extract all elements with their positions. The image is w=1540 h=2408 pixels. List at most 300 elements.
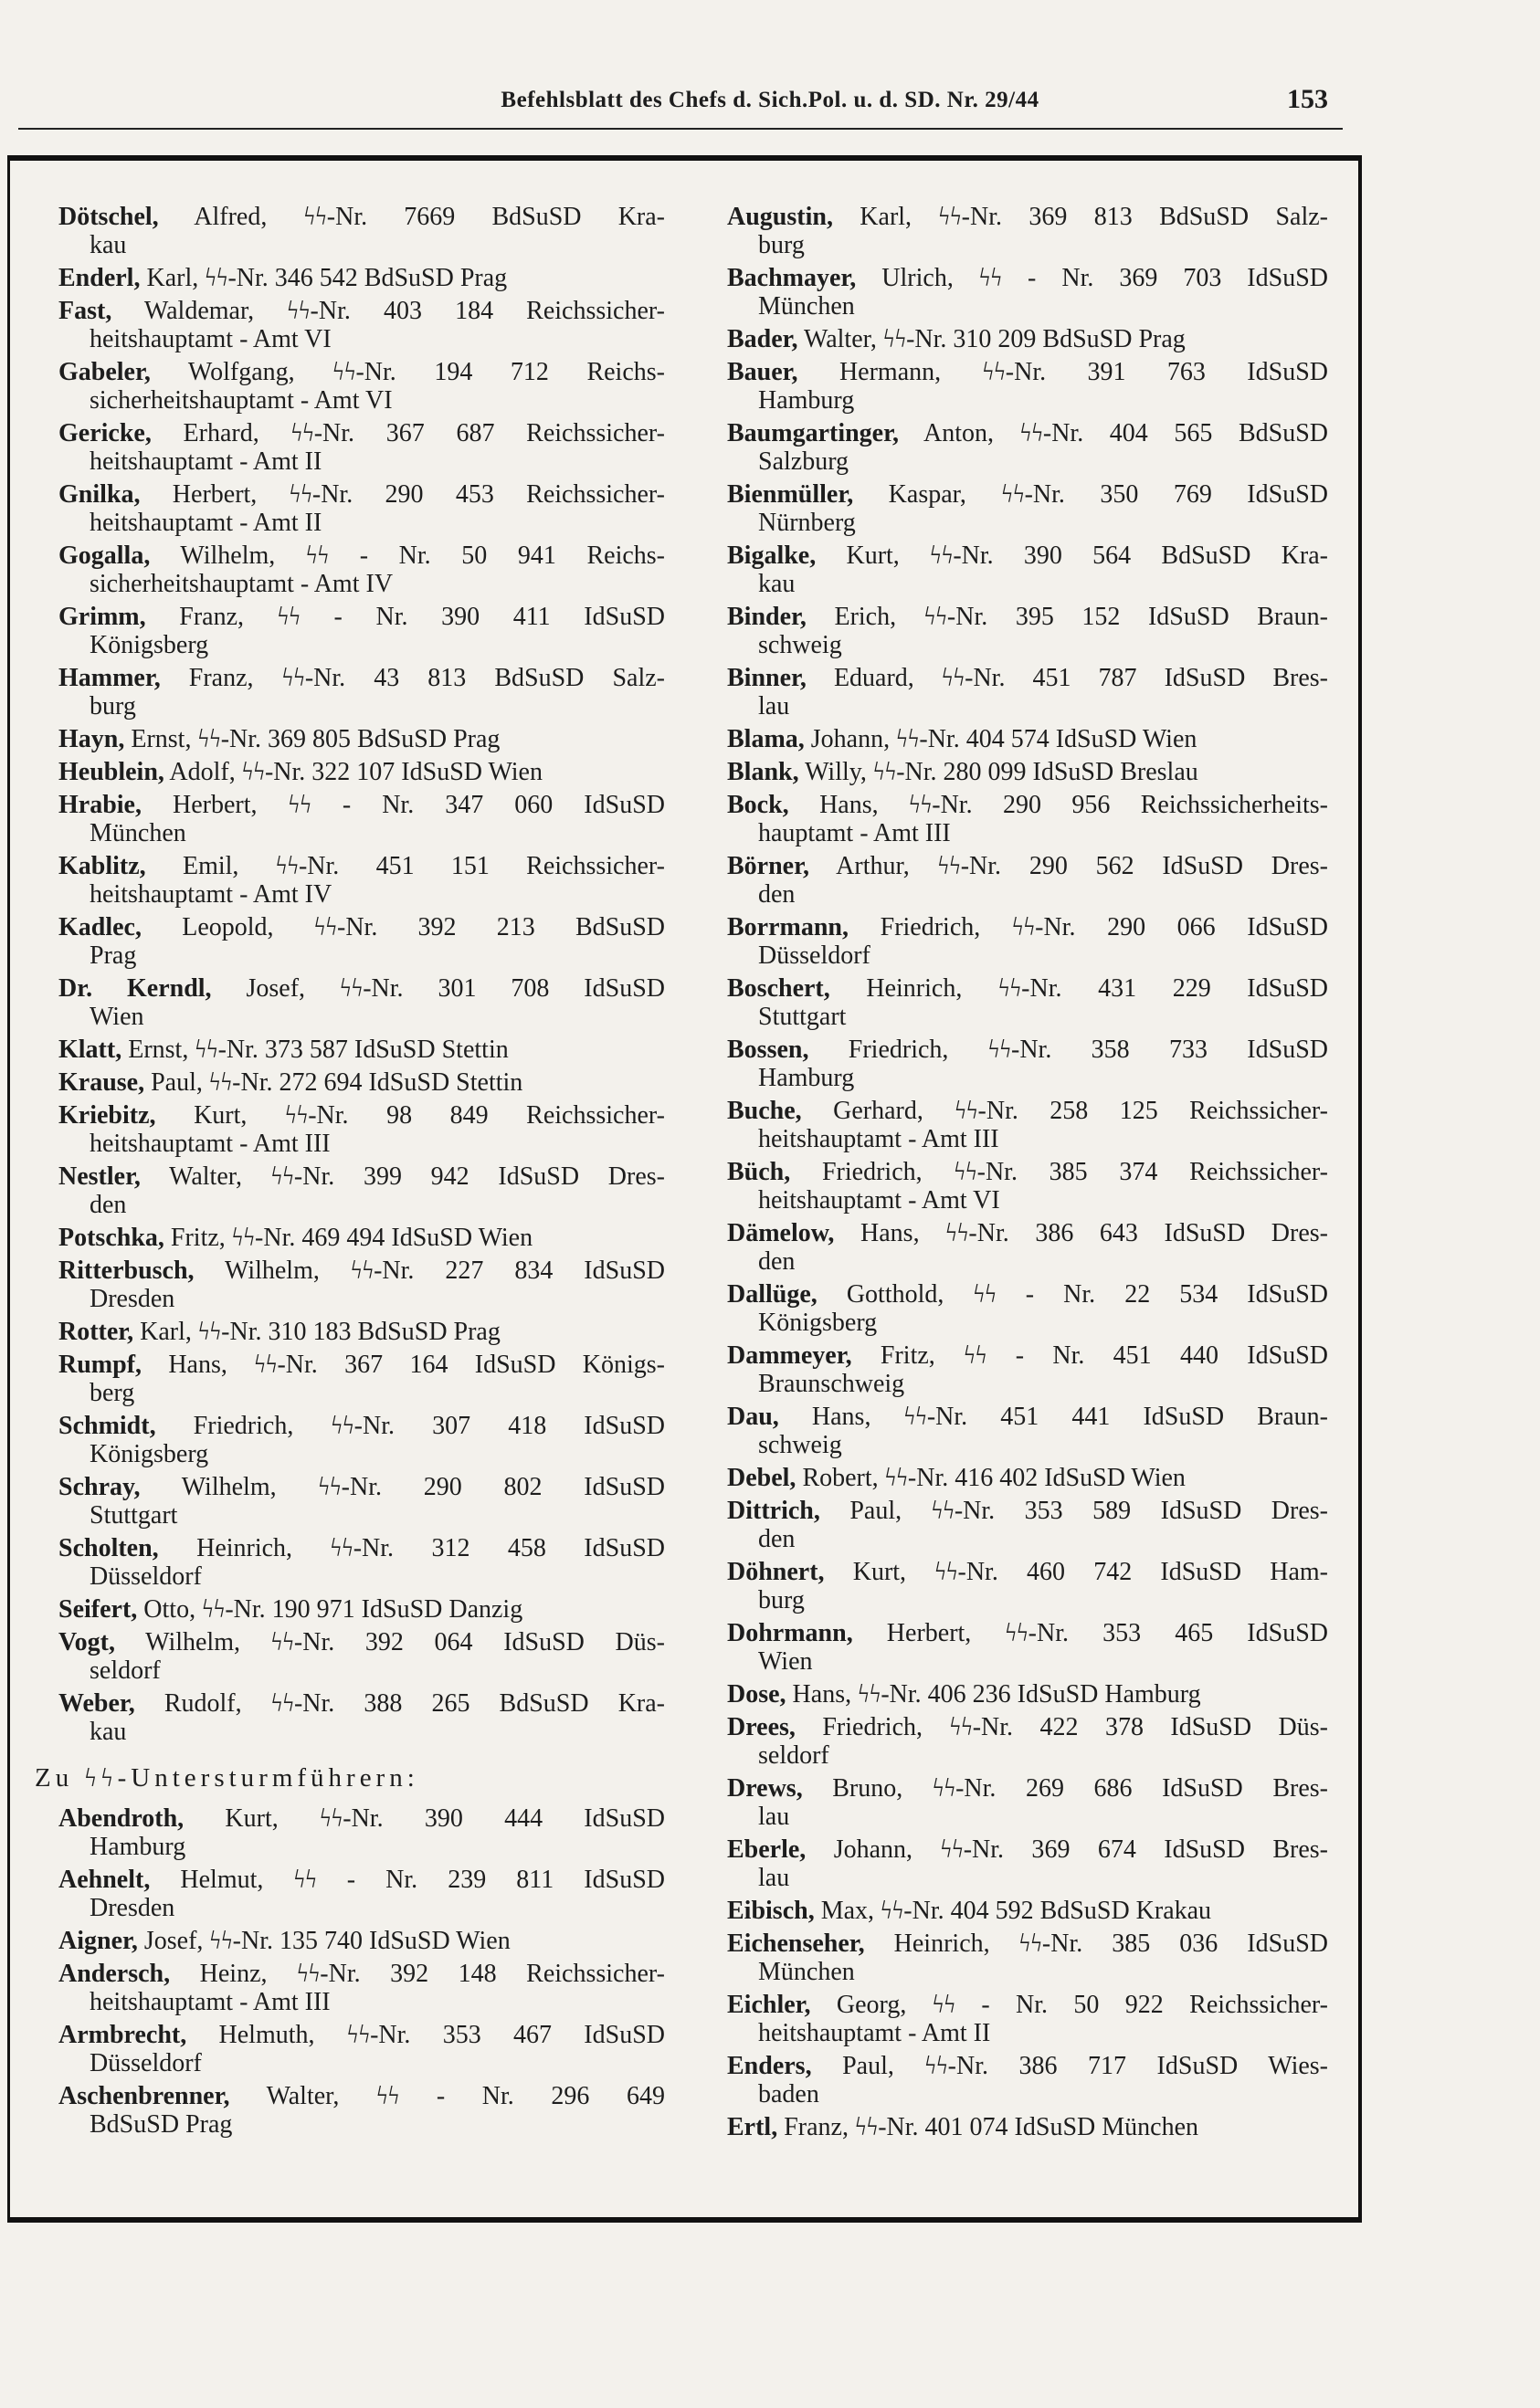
entry-continuation: München (758, 1958, 855, 1986)
list-entry (727, 203, 1328, 259)
entry-details: Friedrich, ϟϟ-Nr. 307 418 IdSuSD (155, 1412, 665, 1440)
person-name: Abendroth, (58, 1804, 185, 1833)
entry-continuation: Stuttgart (90, 1501, 178, 1530)
person-name: Andersch, (58, 1960, 171, 1988)
entry-first-line (727, 1897, 1328, 1925)
list-entry (58, 1473, 665, 1530)
entry-first-line (58, 852, 665, 880)
entry-continuation: heitshauptamt - Amt II (758, 2019, 991, 2047)
person-name: Dohrmann, (727, 1619, 853, 1647)
list-entry (58, 664, 665, 720)
entry-first-line (727, 1680, 1328, 1709)
entry-continuation: heitshauptamt - Amt IV (90, 880, 332, 909)
section-heading: Zu ϟϟ-Untersturmführern: (35, 1763, 419, 1793)
entry-details: Emil, ϟϟ-Nr. 451 151 Reichssicher- (145, 852, 665, 880)
entry-details: Walter, ϟϟ-Nr. 399 942 IdSuSD Dres- (140, 1162, 665, 1191)
entry-details: Wolfgang, ϟϟ-Nr. 194 712 Reichs- (150, 358, 665, 386)
entry-first-line (727, 974, 1328, 1003)
list-entry (58, 1412, 665, 1468)
entry-first-line (727, 1097, 1328, 1125)
person-name: Rotter, (58, 1318, 134, 1346)
entry-details: Gerhard, ϟϟ-Nr. 258 125 Reichssicher- (801, 1097, 1328, 1125)
person-name: Grimm, (58, 603, 146, 631)
entry-continuation: lau (758, 1864, 790, 1892)
person-name: Armbrecht, (58, 2021, 187, 2049)
entry-first-line (727, 542, 1328, 570)
entry-continuation: heitshauptamt - Amt III (758, 1125, 999, 1153)
person-name: Fast, (58, 297, 112, 325)
header-rule (18, 128, 1343, 130)
person-name: Binder, (727, 603, 807, 631)
person-name: Baumgartinger, (727, 419, 899, 447)
list-entry (727, 1991, 1328, 2047)
entry-first-line (727, 758, 1328, 786)
entry-continuation: baden (758, 2080, 819, 2108)
entry-continuation: schweig (758, 631, 842, 659)
entry-continuation: Salzburg (758, 447, 849, 476)
entry-first-line (727, 480, 1328, 509)
person-name: Dittrich, (727, 1497, 820, 1525)
list-entry (58, 1689, 665, 1746)
entry-first-line (58, 1595, 665, 1624)
list-entry (727, 1713, 1328, 1770)
entry-continuation: Düsseldorf (90, 1562, 202, 1591)
person-name: Bock, (727, 791, 789, 819)
entry-first-line (58, 974, 665, 1003)
list-entry (727, 1835, 1328, 1892)
person-name: Hayn, (58, 725, 125, 753)
person-name: Eichler, (727, 1991, 811, 2019)
list-entry (727, 325, 1328, 353)
entry-details: Otto, ϟϟ-Nr. 190 971 IdSuSD Danzig (137, 1595, 523, 1624)
entry-continuation: Düsseldorf (90, 2049, 202, 2077)
entry-continuation: heitshauptamt - Amt II (90, 447, 322, 476)
person-name: Schray, (58, 1473, 141, 1501)
entry-continuation: burg (758, 231, 805, 259)
entry-details: Kurt, ϟϟ-Nr. 390 564 BdSuSD Kra- (816, 542, 1328, 570)
person-name: Bigalke, (727, 542, 817, 570)
person-name: Gabeler, (58, 358, 151, 386)
entry-details: Gotthold, ϟϟ - Nr. 22 534 IdSuSD (817, 1280, 1328, 1309)
entry-first-line (727, 325, 1328, 353)
entry-details: Arthur, ϟϟ-Nr. 290 562 IdSuSD Dres- (808, 852, 1328, 880)
list-entry (58, 480, 665, 537)
entry-first-line (727, 852, 1328, 880)
entry-details: Paul, ϟϟ-Nr. 386 717 IdSuSD Wies- (811, 2052, 1328, 2080)
entry-first-line (727, 2113, 1328, 2141)
entry-first-line (58, 1866, 665, 1894)
person-name: Borrmann, (727, 913, 849, 941)
person-name: Weber, (58, 1689, 135, 1718)
list-entry (58, 1927, 665, 1955)
list-entry (58, 1318, 665, 1346)
entry-details: Friedrich, ϟϟ-Nr. 385 374 Reichssicher- (790, 1158, 1328, 1186)
entry-first-line (58, 2021, 665, 2049)
list-entry (58, 2082, 665, 2139)
entry-first-line (58, 264, 665, 292)
person-name: Potschka, (58, 1224, 164, 1252)
list-entry (727, 1280, 1328, 1337)
person-name: Eichenseher, (727, 1930, 865, 1958)
entry-continuation: heitshauptamt - Amt VI (758, 1186, 1000, 1215)
entry-first-line (727, 264, 1328, 292)
entry-details: Erhard, ϟϟ-Nr. 367 687 Reichssicher- (151, 419, 665, 447)
entry-first-line (58, 1927, 665, 1955)
entry-details: Josef, ϟϟ-Nr. 301 708 IdSuSD (211, 974, 665, 1003)
entry-details: Fritz, ϟϟ - Nr. 451 440 IdSuSD (851, 1341, 1328, 1370)
entry-details: Hans, ϟϟ-Nr. 406 236 IdSuSD Hamburg (786, 1680, 1201, 1709)
entry-first-line (727, 791, 1328, 819)
entry-continuation: heitshauptamt - Amt III (90, 1988, 331, 2016)
person-name: Eberle, (727, 1835, 807, 1864)
entry-details: Georg, ϟϟ - Nr. 50 922 Reichssicher- (810, 1991, 1328, 2019)
entry-continuation: den (758, 880, 796, 909)
list-entry (727, 758, 1328, 786)
entry-details: Franz, ϟϟ-Nr. 401 074 IdSuSD München (777, 2113, 1199, 2141)
person-name: Aigner, (58, 1927, 138, 1955)
right-column (727, 203, 1328, 2146)
list-entry (58, 297, 665, 353)
entry-details: Kurt, ϟϟ-Nr. 460 742 IdSuSD Ham- (824, 1558, 1328, 1586)
list-entry (727, 1158, 1328, 1215)
entry-first-line (727, 1930, 1328, 1958)
entry-details: Franz, ϟϟ-Nr. 43 813 BdSuSD Salz- (160, 664, 665, 692)
entry-continuation: BdSuSD Prag (90, 2110, 233, 2139)
entry-first-line (58, 1162, 665, 1191)
entry-first-line (727, 1341, 1328, 1370)
list-entry (727, 1497, 1328, 1553)
entry-details: Friedrich, ϟϟ-Nr. 422 378 IdSuSD Düs- (795, 1713, 1328, 1741)
entry-first-line (58, 1960, 665, 1988)
entry-first-line (58, 1351, 665, 1379)
entry-details: Hans, ϟϟ-Nr. 290 956 Reichssicherheits- (788, 791, 1328, 819)
list-entry (727, 542, 1328, 598)
entry-details: Wilhelm, ϟϟ - Nr. 50 941 Reichs- (150, 542, 665, 570)
entry-continuation: Dresden (90, 1285, 175, 1313)
entry-details: Paul, ϟϟ-Nr. 272 694 IdSuSD Stettin (144, 1068, 523, 1097)
entry-first-line (58, 1101, 665, 1130)
list-entry (58, 791, 665, 847)
entry-details: Wilhelm, ϟϟ-Nr. 227 834 IdSuSD (194, 1257, 665, 1285)
list-entry (58, 1351, 665, 1407)
person-name: Dammeyer, (727, 1341, 852, 1370)
list-entry (727, 913, 1328, 970)
person-name: Aehnelt, (58, 1866, 151, 1894)
entry-details: Franz, ϟϟ - Nr. 390 411 IdSuSD (145, 603, 665, 631)
entry-continuation: Stuttgart (758, 1003, 847, 1031)
list-entry (727, 725, 1328, 753)
entry-details: Robert, ϟϟ-Nr. 416 402 IdSuSD Wien (796, 1464, 1186, 1492)
entry-first-line (58, 203, 665, 231)
list-entry (58, 1595, 665, 1624)
person-name: Debel, (727, 1464, 796, 1492)
list-entry (727, 480, 1328, 537)
entry-first-line (58, 664, 665, 692)
list-entry (727, 1341, 1328, 1398)
person-name: Enderl, (58, 264, 141, 292)
list-entry (727, 1897, 1328, 1925)
list-entry (58, 1224, 665, 1252)
entry-details: Hans, ϟϟ-Nr. 367 164 IdSuSD Königs- (142, 1351, 665, 1379)
entry-details: Ernst, ϟϟ-Nr. 369 805 BdSuSD Prag (124, 725, 501, 753)
entry-continuation: kau (758, 570, 796, 598)
list-entry (727, 1403, 1328, 1459)
page-number: 153 (1287, 84, 1328, 114)
list-entry (58, 913, 665, 970)
person-name: Dr. Kerndl, (58, 974, 212, 1003)
person-name: Büch, (727, 1158, 791, 1186)
promotion-list-untersturmfuehrer (58, 1804, 665, 2139)
entry-first-line (58, 480, 665, 509)
entry-continuation: sicherheitshauptamt - Amt IV (90, 570, 394, 598)
person-name: Buche, (727, 1097, 802, 1125)
entry-first-line (727, 1774, 1328, 1803)
entry-first-line (727, 725, 1328, 753)
entry-continuation: Hamburg (758, 1064, 855, 1092)
entry-continuation: Braunschweig (758, 1370, 905, 1398)
entry-details: Friedrich, ϟϟ-Nr. 358 733 IdSuSD (808, 1036, 1328, 1064)
page-header (0, 0, 1540, 128)
entry-first-line (727, 1713, 1328, 1741)
entry-details: Josef, ϟϟ-Nr. 135 740 IdSuSD Wien (137, 1927, 511, 1955)
person-name: Seifert, (58, 1595, 138, 1624)
list-entry (58, 1534, 665, 1591)
list-entry (58, 603, 665, 659)
list-entry (727, 1219, 1328, 1276)
entry-first-line (58, 758, 665, 786)
list-entry (58, 542, 665, 598)
list-entry (58, 358, 665, 415)
list-entry (727, 1680, 1328, 1709)
entry-first-line (58, 603, 665, 631)
entry-details: Wilhelm, ϟϟ-Nr. 392 064 IdSuSD Düs- (114, 1628, 665, 1656)
left-column (35, 203, 665, 2143)
person-name: Krause, (58, 1068, 145, 1097)
list-entry (727, 1774, 1328, 1831)
entry-continuation: heitshauptamt - Amt III (90, 1130, 331, 1158)
entry-first-line (727, 1280, 1328, 1309)
entry-details: Adolf, ϟϟ-Nr. 322 107 IdSuSD Wien (163, 758, 543, 786)
entry-continuation: burg (90, 692, 136, 720)
entry-first-line (58, 1224, 665, 1252)
person-name: Drews, (727, 1774, 803, 1803)
person-name: Bader, (727, 325, 798, 353)
entry-details: Herbert, ϟϟ-Nr. 290 453 Reichssicher- (140, 480, 665, 509)
list-entry (727, 2052, 1328, 2108)
person-name: Bachmayer, (727, 264, 857, 292)
entry-continuation: Dresden (90, 1894, 175, 1922)
entry-continuation: Hamburg (758, 386, 855, 415)
entry-continuation: den (90, 1191, 127, 1219)
entry-first-line (58, 297, 665, 325)
entry-details: Hans, ϟϟ-Nr. 451 441 IdSuSD Braun- (778, 1403, 1328, 1431)
entry-first-line (727, 603, 1328, 631)
entry-details: Walter, ϟϟ - Nr. 296 649 (229, 2082, 665, 2110)
person-name: Gogalla, (58, 542, 151, 570)
list-entry (58, 1036, 665, 1064)
entry-first-line (727, 1403, 1328, 1431)
person-name: Bauer, (727, 358, 798, 386)
entry-continuation: kau (90, 1718, 127, 1746)
list-entry (727, 1930, 1328, 1986)
entry-first-line (58, 1473, 665, 1501)
entry-details: Johann, ϟϟ-Nr. 369 674 IdSuSD Bres- (806, 1835, 1328, 1864)
person-name: Gnilka, (58, 480, 141, 509)
list-entry (58, 1101, 665, 1158)
person-name: Dämelow, (727, 1219, 835, 1247)
list-entry (58, 264, 665, 292)
entry-continuation: hauptamt - Amt III (758, 819, 951, 847)
list-entry (58, 1068, 665, 1097)
entry-continuation: Königsberg (90, 1440, 209, 1468)
list-entry (58, 1257, 665, 1313)
entry-details: Helmut, ϟϟ - Nr. 239 811 IdSuSD (150, 1866, 665, 1894)
entry-first-line (58, 791, 665, 819)
entry-continuation: Düsseldorf (758, 941, 870, 970)
list-entry (58, 1960, 665, 2016)
entry-details: Herbert, ϟϟ-Nr. 353 465 IdSuSD (852, 1619, 1328, 1647)
list-entry (727, 603, 1328, 659)
entry-continuation: den (758, 1525, 796, 1553)
entry-continuation: berg (90, 1379, 135, 1407)
entry-first-line (727, 1558, 1328, 1586)
entry-first-line (58, 2082, 665, 2110)
entry-details: Hans, ϟϟ-Nr. 386 643 IdSuSD Dres- (834, 1219, 1328, 1247)
entry-first-line (727, 664, 1328, 692)
entry-continuation: seldorf (758, 1741, 829, 1770)
entry-details: Ulrich, ϟϟ - Nr. 369 703 IdSuSD (856, 264, 1328, 292)
entry-continuation: den (758, 1247, 796, 1276)
person-name: Heublein, (58, 758, 164, 786)
list-entry (58, 203, 665, 259)
list-entry (727, 358, 1328, 415)
person-name: Kriebitz, (58, 1101, 156, 1130)
entry-first-line (58, 1534, 665, 1562)
entry-continuation: Wien (90, 1003, 144, 1031)
person-name: Nestler, (58, 1162, 141, 1191)
entry-details: Anton, ϟϟ-Nr. 404 565 BdSuSD (898, 419, 1328, 447)
entry-details: Heinrich, ϟϟ-Nr. 312 458 IdSuSD (158, 1534, 665, 1562)
entry-first-line (727, 2052, 1328, 2080)
person-name: Blank, (727, 758, 799, 786)
list-entry (727, 2113, 1328, 2141)
list-entry (727, 1558, 1328, 1614)
entry-first-line (727, 1619, 1328, 1647)
entry-continuation: Königsberg (758, 1309, 878, 1337)
entry-details: Heinz, ϟϟ-Nr. 392 148 Reichssicher- (170, 1960, 665, 1988)
entry-continuation: kau (90, 231, 127, 259)
entry-details: Max, ϟϟ-Nr. 404 592 BdSuSD Krakau (814, 1897, 1212, 1925)
entry-details: Leopold, ϟϟ-Nr. 392 213 BdSuSD (142, 913, 665, 941)
entry-first-line (727, 203, 1328, 231)
person-name: Binner, (727, 664, 807, 692)
entry-first-line (727, 913, 1328, 941)
list-entry (58, 725, 665, 753)
entry-details: Hermann, ϟϟ-Nr. 391 763 IdSuSD (797, 358, 1328, 386)
entry-first-line (58, 419, 665, 447)
entry-first-line (58, 913, 665, 941)
entry-continuation: München (90, 819, 186, 847)
promotion-list-right (727, 203, 1328, 2141)
entry-continuation: Wien (758, 1647, 813, 1676)
entry-details: Rudolf, ϟϟ-Nr. 388 265 BdSuSD Kra- (134, 1689, 665, 1718)
list-entry (727, 791, 1328, 847)
person-name: Bienmüller, (727, 480, 854, 509)
person-name: Dau, (727, 1403, 779, 1431)
entry-details: Paul, ϟϟ-Nr. 353 589 IdSuSD Dres- (819, 1497, 1328, 1525)
entry-details: Alfred, ϟϟ-Nr. 7669 BdSuSD Kra- (158, 203, 665, 231)
person-name: Döhnert, (727, 1558, 825, 1586)
entry-details: Heinrich, ϟϟ-Nr. 385 036 IdSuSD (864, 1930, 1328, 1958)
entry-first-line (58, 725, 665, 753)
entry-first-line (727, 1464, 1328, 1492)
person-name: Aschenbrenner, (58, 2082, 230, 2110)
entry-details: Friedrich, ϟϟ-Nr. 290 066 IdSuSD (849, 913, 1328, 941)
person-name: Ertl, (727, 2113, 778, 2141)
person-name: Kablitz, (58, 852, 146, 880)
list-entry (58, 419, 665, 476)
entry-continuation: Prag (90, 941, 137, 970)
entry-details: Karl, ϟϟ-Nr. 369 813 BdSuSD Salz- (832, 203, 1328, 231)
entry-first-line (58, 1628, 665, 1656)
person-name: Dötschel, (58, 203, 159, 231)
list-entry (727, 1464, 1328, 1492)
person-name: Augustin, (727, 203, 833, 231)
entry-first-line (58, 1036, 665, 1064)
entry-details: Herbert, ϟϟ - Nr. 347 060 IdSuSD (142, 791, 665, 819)
person-name: Enders, (727, 2052, 812, 2080)
entry-continuation: lau (758, 1803, 790, 1831)
entry-details: Heinrich, ϟϟ-Nr. 431 229 IdSuSD (829, 974, 1328, 1003)
entry-details: Waldemar, ϟϟ-Nr. 403 184 Reichssicher- (111, 297, 665, 325)
entry-continuation: Nürnberg (758, 509, 856, 537)
person-name: Kadlec, (58, 913, 142, 941)
list-entry (727, 852, 1328, 909)
person-name: Gericke, (58, 419, 152, 447)
entry-first-line (58, 542, 665, 570)
person-name: Boschert, (727, 974, 830, 1003)
entry-first-line (727, 1497, 1328, 1525)
entry-details: Johann, ϟϟ-Nr. 404 574 IdSuSD Wien (804, 725, 1197, 753)
entry-details: Ernst, ϟϟ-Nr. 373 587 IdSuSD Stettin (121, 1036, 509, 1064)
entry-first-line (58, 1257, 665, 1285)
entry-continuation: heitshauptamt - Amt II (90, 509, 322, 537)
entry-continuation: burg (758, 1586, 805, 1614)
entry-first-line (58, 358, 665, 386)
entry-continuation: Hamburg (90, 1833, 186, 1861)
promotion-list-left (58, 203, 665, 1746)
entry-details: Bruno, ϟϟ-Nr. 269 686 IdSuSD Bres- (802, 1774, 1328, 1803)
entry-details: Karl, ϟϟ-Nr. 310 183 BdSuSD Prag (133, 1318, 501, 1346)
person-name: Ritterbusch, (58, 1257, 195, 1285)
entry-first-line (727, 1158, 1328, 1186)
entry-details: Wilhelm, ϟϟ-Nr. 290 802 IdSuSD (140, 1473, 665, 1501)
entry-first-line (58, 1412, 665, 1440)
entry-first-line (727, 1835, 1328, 1864)
list-entry (58, 758, 665, 786)
bulletin-title: Befehlsblatt des Chefs d. Sich.Pol. u. d. SD. Nr. 29/44 (501, 88, 1039, 112)
entry-continuation: sicherheitshauptamt - Amt VI (90, 386, 393, 415)
person-name: Drees, (727, 1713, 796, 1741)
person-name: Rumpf, (58, 1351, 142, 1379)
entry-first-line (727, 1991, 1328, 2019)
person-name: Blama, (727, 725, 805, 753)
person-name: Dose, (727, 1680, 786, 1709)
entry-first-line (58, 1318, 665, 1346)
person-name: Hrabie, (58, 791, 142, 819)
list-entry (58, 1866, 665, 1922)
list-entry (727, 419, 1328, 476)
